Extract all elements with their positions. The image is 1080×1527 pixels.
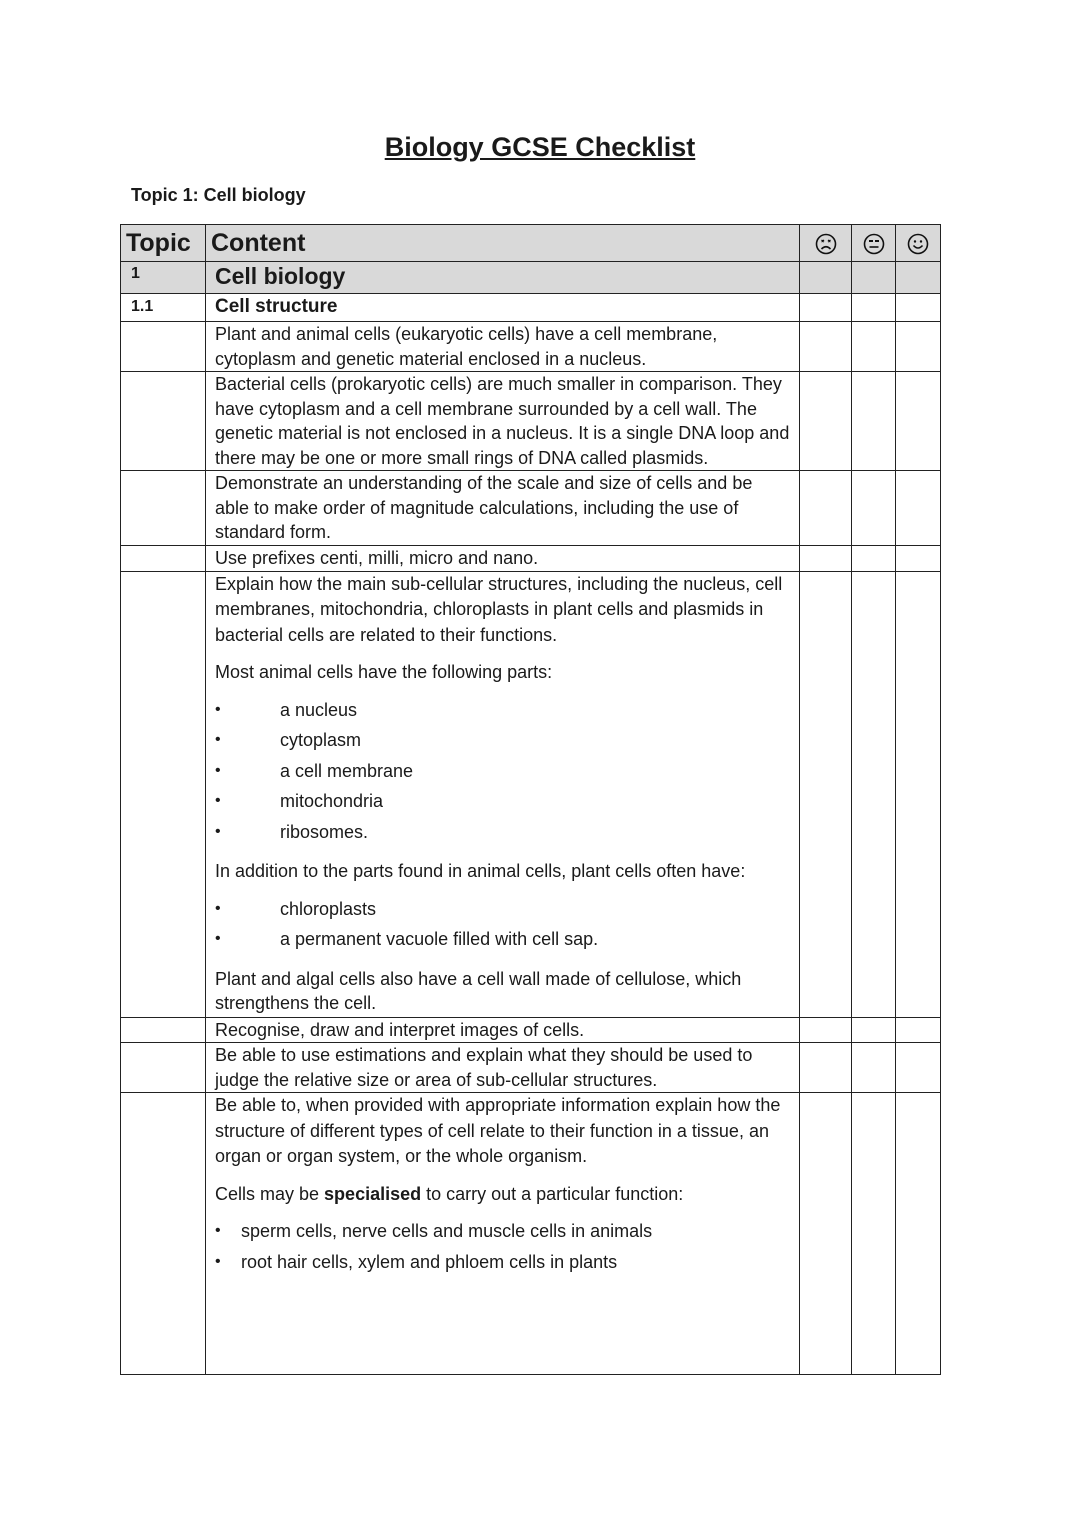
plant-parts-list — [215, 894, 791, 955]
topic-cell — [121, 1093, 206, 1375]
subsection-title: Cell structure — [206, 294, 800, 322]
list-item: • ribosomes. — [215, 817, 791, 848]
check-happy[interactable] — [896, 571, 941, 1017]
header-content: Content — [206, 225, 800, 262]
check-happy[interactable] — [896, 294, 941, 322]
content-cell: Use prefixes centi, milli, micro and nano. — [206, 546, 800, 572]
check-neutral[interactable] — [852, 1043, 896, 1093]
topic-cell — [121, 322, 206, 372]
header-happy — [896, 225, 941, 262]
topic-cell — [121, 571, 206, 1017]
check-neutral[interactable] — [852, 1017, 896, 1043]
paragraph: In addition to the parts found in animal cells, plant cells often have: — [215, 861, 746, 881]
check-happy[interactable] — [896, 322, 941, 372]
list-item: • root hair cells, xylem and phloem cells in plants — [215, 1247, 791, 1278]
check-sad[interactable] — [800, 372, 852, 471]
content-cell: Demonstrate an understanding of the scale and size of cells and be able to make order of magnitude calculations, including the use of standard form. — [206, 471, 800, 546]
check-happy[interactable] — [896, 1043, 941, 1093]
check-happy[interactable] — [896, 1093, 941, 1375]
table-row — [121, 1093, 941, 1375]
subsection-row — [121, 294, 941, 322]
text-span: Cells may be — [215, 1183, 325, 1204]
content-cell: Bacterial cells (prokaryotic cells) are much smaller in comparison. They have cytoplasm and a cell membrane surrounded by a cell wall. The genetic material is not enclosed in a nucleus. It is a single DNA loop and there may be one or more small rings of DNA called plasmids. — [206, 372, 800, 471]
text-span: to carry out a particular function: — [421, 1183, 684, 1204]
table-row — [121, 1017, 941, 1043]
content-cell: Recognise, draw and interpret images of cells. — [206, 1017, 800, 1043]
bold-term: specialised — [324, 1183, 422, 1204]
section-title: Cell biology — [206, 262, 800, 294]
check-neutral[interactable] — [852, 262, 896, 294]
table-row — [121, 1043, 941, 1093]
topic-heading: Topic 1: Cell biology — [131, 185, 306, 205]
paragraph: Plant and algal cells also have a cell wall made of cellulose, which strengthens the cell. — [215, 968, 742, 1013]
check-happy[interactable] — [896, 262, 941, 294]
check-neutral[interactable] — [852, 546, 896, 572]
list-item: • a nucleus — [215, 695, 791, 726]
check-sad[interactable] — [800, 262, 852, 294]
check-happy[interactable] — [896, 471, 941, 546]
check-neutral[interactable] — [852, 571, 896, 1017]
check-sad[interactable] — [800, 1093, 852, 1375]
check-sad[interactable] — [800, 546, 852, 572]
sad-face-icon — [815, 233, 837, 255]
check-sad[interactable] — [800, 571, 852, 1017]
header-row — [121, 225, 941, 262]
list-item: • chloroplasts — [215, 894, 791, 925]
topic-cell — [121, 372, 206, 471]
check-happy[interactable] — [896, 546, 941, 572]
paragraph: Explain how the main sub-cellular structures, including the nucleus, cell membranes, mitochondria, chloroplasts in plant cells and plasmids in bacterial cells are related to their functions. — [215, 573, 783, 645]
section-row — [121, 262, 941, 294]
check-neutral[interactable] — [852, 471, 896, 546]
paragraph: Most animal cells have the following parts: — [215, 662, 553, 682]
check-neutral[interactable] — [852, 372, 896, 471]
header-sad — [800, 225, 852, 262]
check-happy[interactable] — [896, 1017, 941, 1043]
check-neutral[interactable] — [852, 1093, 896, 1375]
check-sad[interactable] — [800, 1043, 852, 1093]
animal-parts-list — [215, 695, 791, 848]
content-cell — [206, 571, 800, 1017]
check-happy[interactable] — [896, 372, 941, 471]
topic-cell — [121, 1017, 206, 1043]
table-row — [121, 372, 941, 471]
list-item: • a cell membrane — [215, 756, 791, 787]
content-cell: Be able to use estimations and explain what they should be used to judge the relative size or area of sub-cellular structures. — [206, 1043, 800, 1093]
check-sad[interactable] — [800, 1017, 852, 1043]
checklist-table — [120, 224, 941, 1375]
table-row — [121, 546, 941, 572]
page-title: Biology GCSE Checklist — [384, 132, 696, 162]
paragraph — [215, 1182, 791, 1207]
list-item: • mitochondria — [215, 786, 791, 817]
list-item: • cytoplasm — [215, 725, 791, 756]
content-cell: Plant and animal cells (eukaryotic cells) have a cell membrane, cytoplasm and genetic material enclosed in a nucleus. — [206, 322, 800, 372]
topic-cell — [121, 471, 206, 546]
table-row — [121, 322, 941, 372]
check-sad[interactable] — [800, 294, 852, 322]
section-number: 1 — [121, 262, 206, 294]
happy-face-icon — [907, 233, 929, 255]
topic-cell — [121, 1043, 206, 1093]
list-item: • a permanent vacuole filled with cell sap. — [215, 924, 791, 955]
header-topic: Topic — [121, 225, 206, 262]
check-sad[interactable] — [800, 471, 852, 546]
topic-cell — [121, 546, 206, 572]
paragraph: Be able to, when provided with appropriate information explain how the structure of different types of cell relate to their function in a tissue, an organ or organ system, or the whole organism. — [215, 1095, 781, 1166]
content-cell — [206, 1093, 800, 1375]
check-neutral[interactable] — [852, 294, 896, 322]
check-neutral[interactable] — [852, 322, 896, 372]
header-neutral — [852, 225, 896, 262]
table-row — [121, 571, 941, 1017]
table-row — [121, 471, 941, 546]
neutral-face-icon — [863, 233, 885, 255]
list-item: • sperm cells, nerve cells and muscle cells in animals — [215, 1216, 791, 1247]
check-sad[interactable] — [800, 322, 852, 372]
specialised-cells-list — [215, 1216, 791, 1277]
subsection-number: 1.1 — [121, 294, 206, 322]
